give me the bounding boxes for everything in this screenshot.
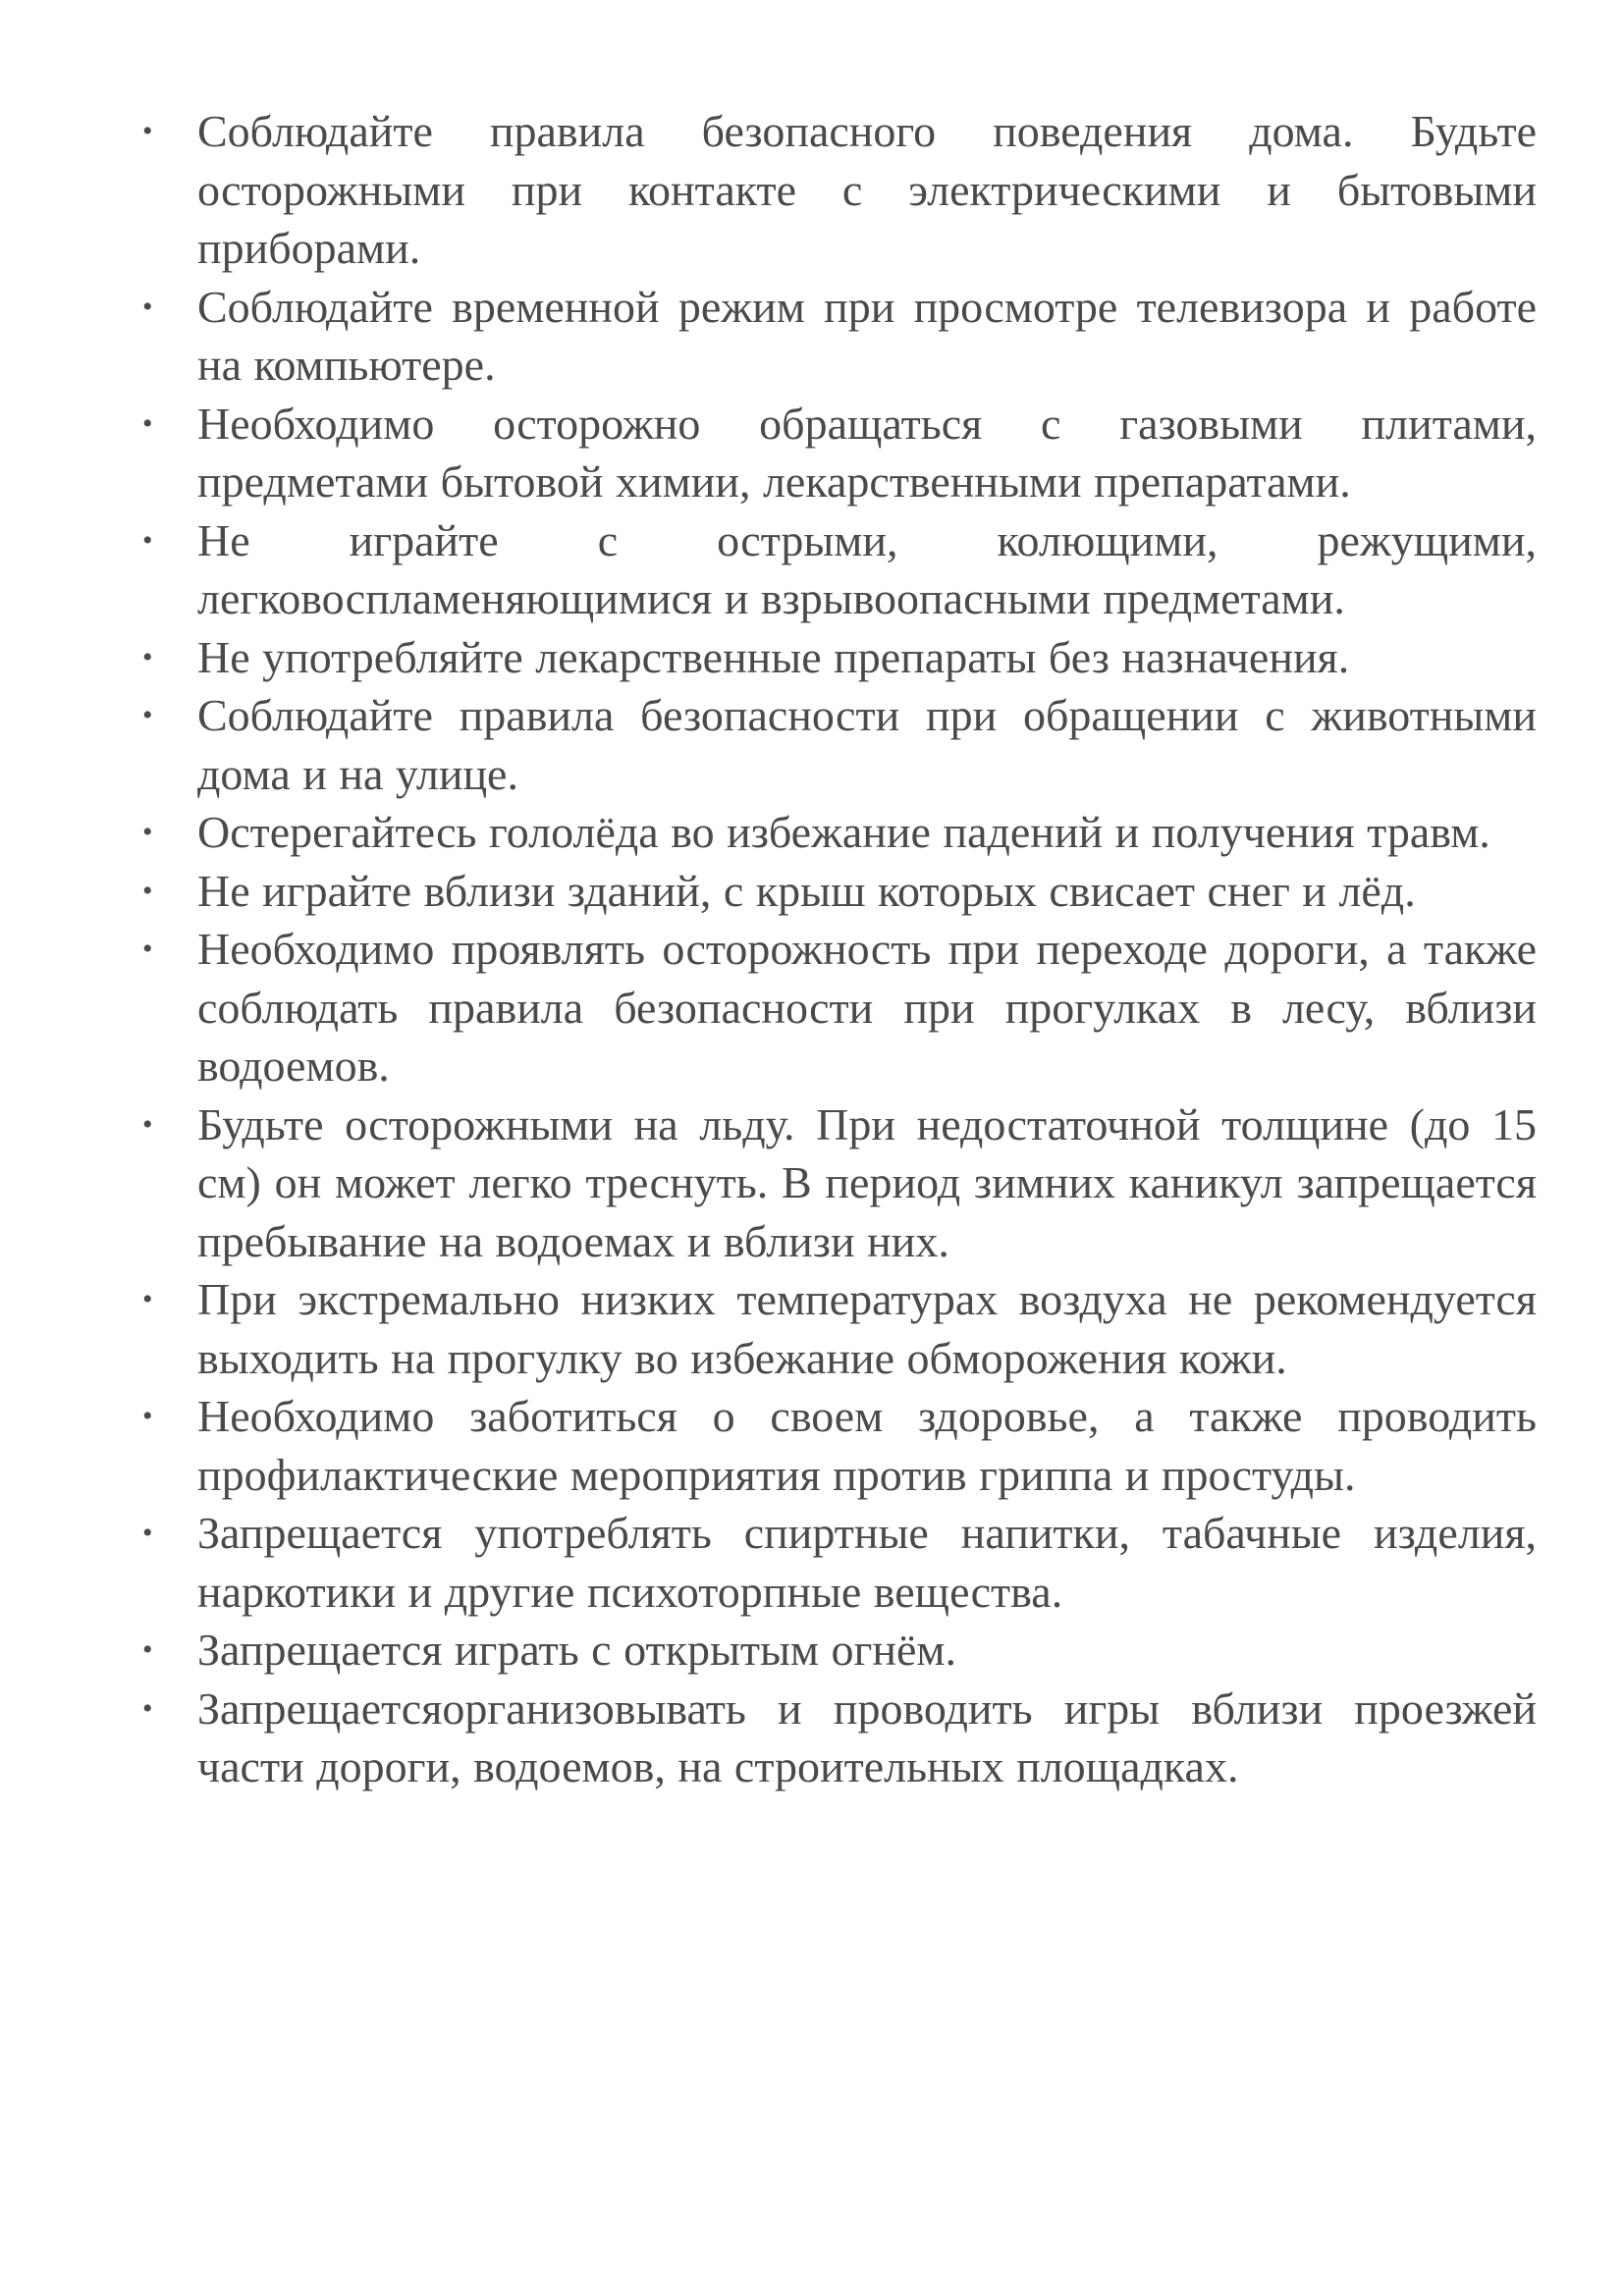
- list-item: [142, 920, 1537, 1095]
- rule-text: Не играйте вблизи зданий, с крыш которых свисает снег и лёд.: [197, 865, 1416, 916]
- list-item: [142, 862, 1537, 921]
- list-item: [142, 628, 1537, 687]
- safety-rules-list: [142, 102, 1537, 1796]
- rule-text: При экстремально низких температурах воздуха не рекомендуется выходить на прогулку во избежание обморожения кожи.: [197, 1274, 1537, 1383]
- list-item: [142, 102, 1537, 278]
- list-item: [142, 1270, 1537, 1387]
- bullet-icon: •: [142, 640, 153, 673]
- bullet-icon: •: [142, 523, 153, 557]
- rule-text: Остерегайтесь гололёда во избежание падений и получения травм.: [197, 807, 1490, 857]
- bullet-icon: •: [142, 1283, 153, 1315]
- rule-text: Необходимо осторожно обращаться с газовыми плитами, предметами бытовой химии, лекарственными препаратами.: [197, 398, 1537, 507]
- list-item: [142, 1504, 1537, 1621]
- rule-text: Соблюдайте правила безопасности при обращении с животными дома и на улице.: [197, 690, 1537, 799]
- bullet-icon: •: [142, 874, 153, 907]
- rule-text: Необходимо проявлять осторожность при переходе дороги, а также соблюдать правила безопасности при прогулках в лесу, вблизи водоемов.: [197, 924, 1537, 1091]
- bullet-icon: •: [142, 699, 153, 731]
- bullet-icon: •: [142, 1517, 153, 1549]
- list-item: [142, 1095, 1537, 1271]
- rule-text: Будьте осторожными на льду. При недостаточной толщине (до 15 см) он может легко треснуть. В период зимних каникул запрещается пребывание на водоемах и вблизи них.: [197, 1098, 1537, 1266]
- rule-text: Не играйте с острыми, колющими, режущими, легковоспламеняющимися и взрывоопасными предметами.: [197, 514, 1537, 623]
- bullet-icon: •: [142, 290, 153, 323]
- bullet-icon: •: [142, 406, 153, 440]
- list-item: [142, 511, 1537, 628]
- rule-text: Соблюдайте временной режим при просмотре телевизора и работе на компьютере.: [197, 281, 1537, 390]
- bullet-icon: •: [142, 1107, 153, 1141]
- rule-text: Запрещаетсяорганизовывать и проводить игры вблизи проезжей части дороги, водоемов, на строительных площадках.: [197, 1682, 1537, 1791]
- list-item: [142, 1680, 1537, 1796]
- bullet-icon: •: [142, 115, 153, 147]
- rule-text: Необходимо заботиться о своем здоровье, а также проводить профилактические мероприятия против гриппа и простуды.: [197, 1391, 1537, 1500]
- rule-text: Запрещается играть с открытым огнём.: [197, 1625, 956, 1675]
- bullet-icon: •: [142, 933, 153, 965]
- list-item: [142, 1621, 1537, 1680]
- list-item: [142, 278, 1537, 395]
- rule-text: Запрещается употреблять спиртные напитки, табачные изделия, наркотики и другие психоторпные вещества.: [197, 1508, 1537, 1617]
- rule-text: Не употребляйте лекарственные препараты без назначения.: [197, 631, 1350, 682]
- list-item: [142, 686, 1537, 803]
- list-item: [142, 803, 1537, 862]
- bullet-icon: •: [142, 1633, 153, 1666]
- bullet-icon: •: [142, 1400, 153, 1432]
- bullet-icon: •: [142, 1691, 153, 1725]
- list-item: [142, 395, 1537, 511]
- list-item: [142, 1387, 1537, 1504]
- bullet-icon: •: [142, 816, 153, 848]
- rule-text: Соблюдайте правила безопасного поведения дома. Будьте осторожными при контакте с электрическими и бытовыми приборами.: [197, 106, 1537, 273]
